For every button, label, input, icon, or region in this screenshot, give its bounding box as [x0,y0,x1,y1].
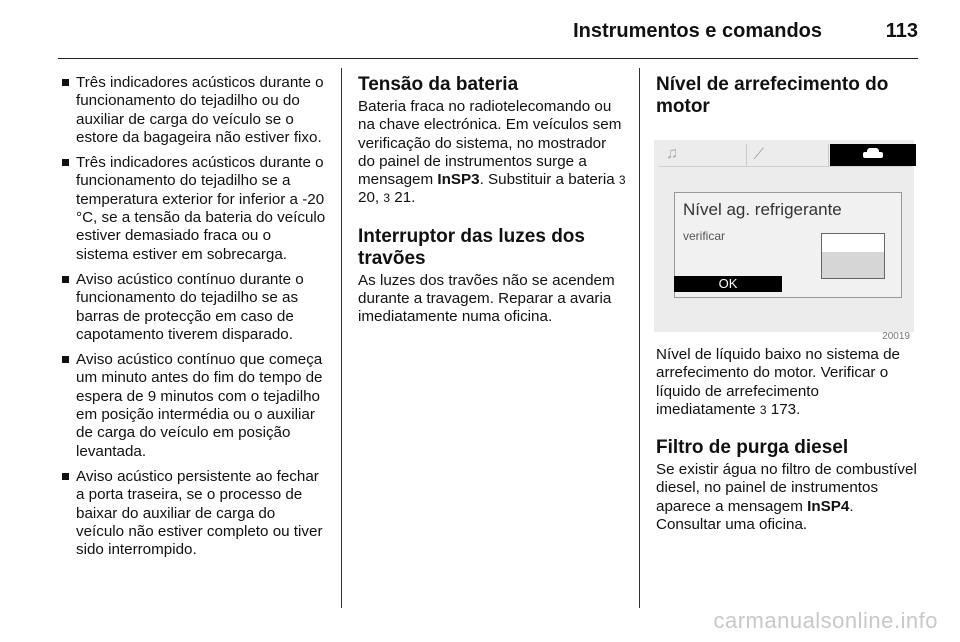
column-left [60,74,326,566]
page-ref-icon: 3 [759,402,767,417]
coolant-tank-icon [821,233,885,279]
column-middle [358,74,626,341]
display-message-sub: verificar [683,229,726,243]
phone-icon: ⁄ [758,144,761,163]
list-item: Aviso acústico persistente ao fechar a porta traseira, se o processo de baixar do auxiliar de carga do veículo não estiver completo ou tiver sido interrompido. [60,468,326,559]
warning-list [60,74,326,559]
column-right [656,74,920,548]
diesel-paragraph: Se existir água no filtro de combustível diesel, no painel de instrumentos aparece a mensagem InSP4. Consultar uma oficina. [656,461,917,534]
car-icon [830,144,916,166]
music-note-icon: ♫ [666,145,678,162]
display-ok-button: OK [674,276,782,292]
list-item: Aviso acústico contínuo durante o funcionamento do tejadilho se as barras de protecção em caso de capotamento tiverem disparado. [60,271,326,344]
watermark: carmanualsonline.info [713,608,938,633]
diesel-heading: Filtro de purga diesel [656,437,849,459]
brake-heading: Interruptor das luzes dos travões [358,225,585,269]
coolant-paragraph: Nível de líquido baixo no sistema de arrefecimento do motor. Verificar o líquido de arrefecimento imediatamente 3 173. [656,346,900,418]
display-tabs [658,144,912,167]
bullet-square-icon [62,159,69,166]
display-message-title: Nível ag. refrigerante [683,200,842,219]
message-code: InSP3 [437,171,480,189]
bullet-square-icon [62,356,69,363]
list-item: Três indicadores acústicos durante o funcionamento do tejadilho se a temperatura exterior for inferior a -20 °C, se a tensão da bateria do veículo estiver demasiado fraca ou o sistema estiver em sobrecarga. [60,154,326,264]
display-illustration [654,140,914,342]
page-ref-icon: 3 [618,173,626,188]
column-divider [639,68,640,608]
message-code: InSP4 [807,497,850,515]
battery-paragraph: Bateria fraca no radiotelecomando ou na chave electrónica. Em veículos sem verificação do sistema, no mostrador do painel de instrumentos surge a mensagem InSP3. Substituir a bateria 3 20, 3 21. [358,98,626,207]
brake-paragraph: As luzes dos travões não se acendem durante a travagem. Reparar a avaria imediatamente numa oficina. [358,271,615,326]
image-code: 20019 [882,330,910,342]
list-item: Aviso acústico contínuo que começa um minuto antes do fim do tempo de espera de 9 minutos com o tejadilho em posição intermédia ou o auxiliar de carga do veículo em posição levantada. [60,351,326,461]
battery-heading: Tensão da bateria [358,74,519,95]
list-item: Três indicadores acústicos durante o funcionamento do tejadilho ou do auxiliar de carga do veículo se o estore da bagageira não estiver fixo. [60,74,326,147]
coolant-heading: Nível de arrefecimento do motor [656,74,889,117]
page-ref-icon: 3 [383,191,391,206]
page-number: 113 [885,20,918,42]
column-divider [341,68,342,608]
bullet-square-icon [62,473,69,480]
bullet-square-icon [62,276,69,283]
page-header [58,0,918,59]
bullet-square-icon [62,79,69,86]
page-title: Instrumentos e comandos [573,20,822,42]
